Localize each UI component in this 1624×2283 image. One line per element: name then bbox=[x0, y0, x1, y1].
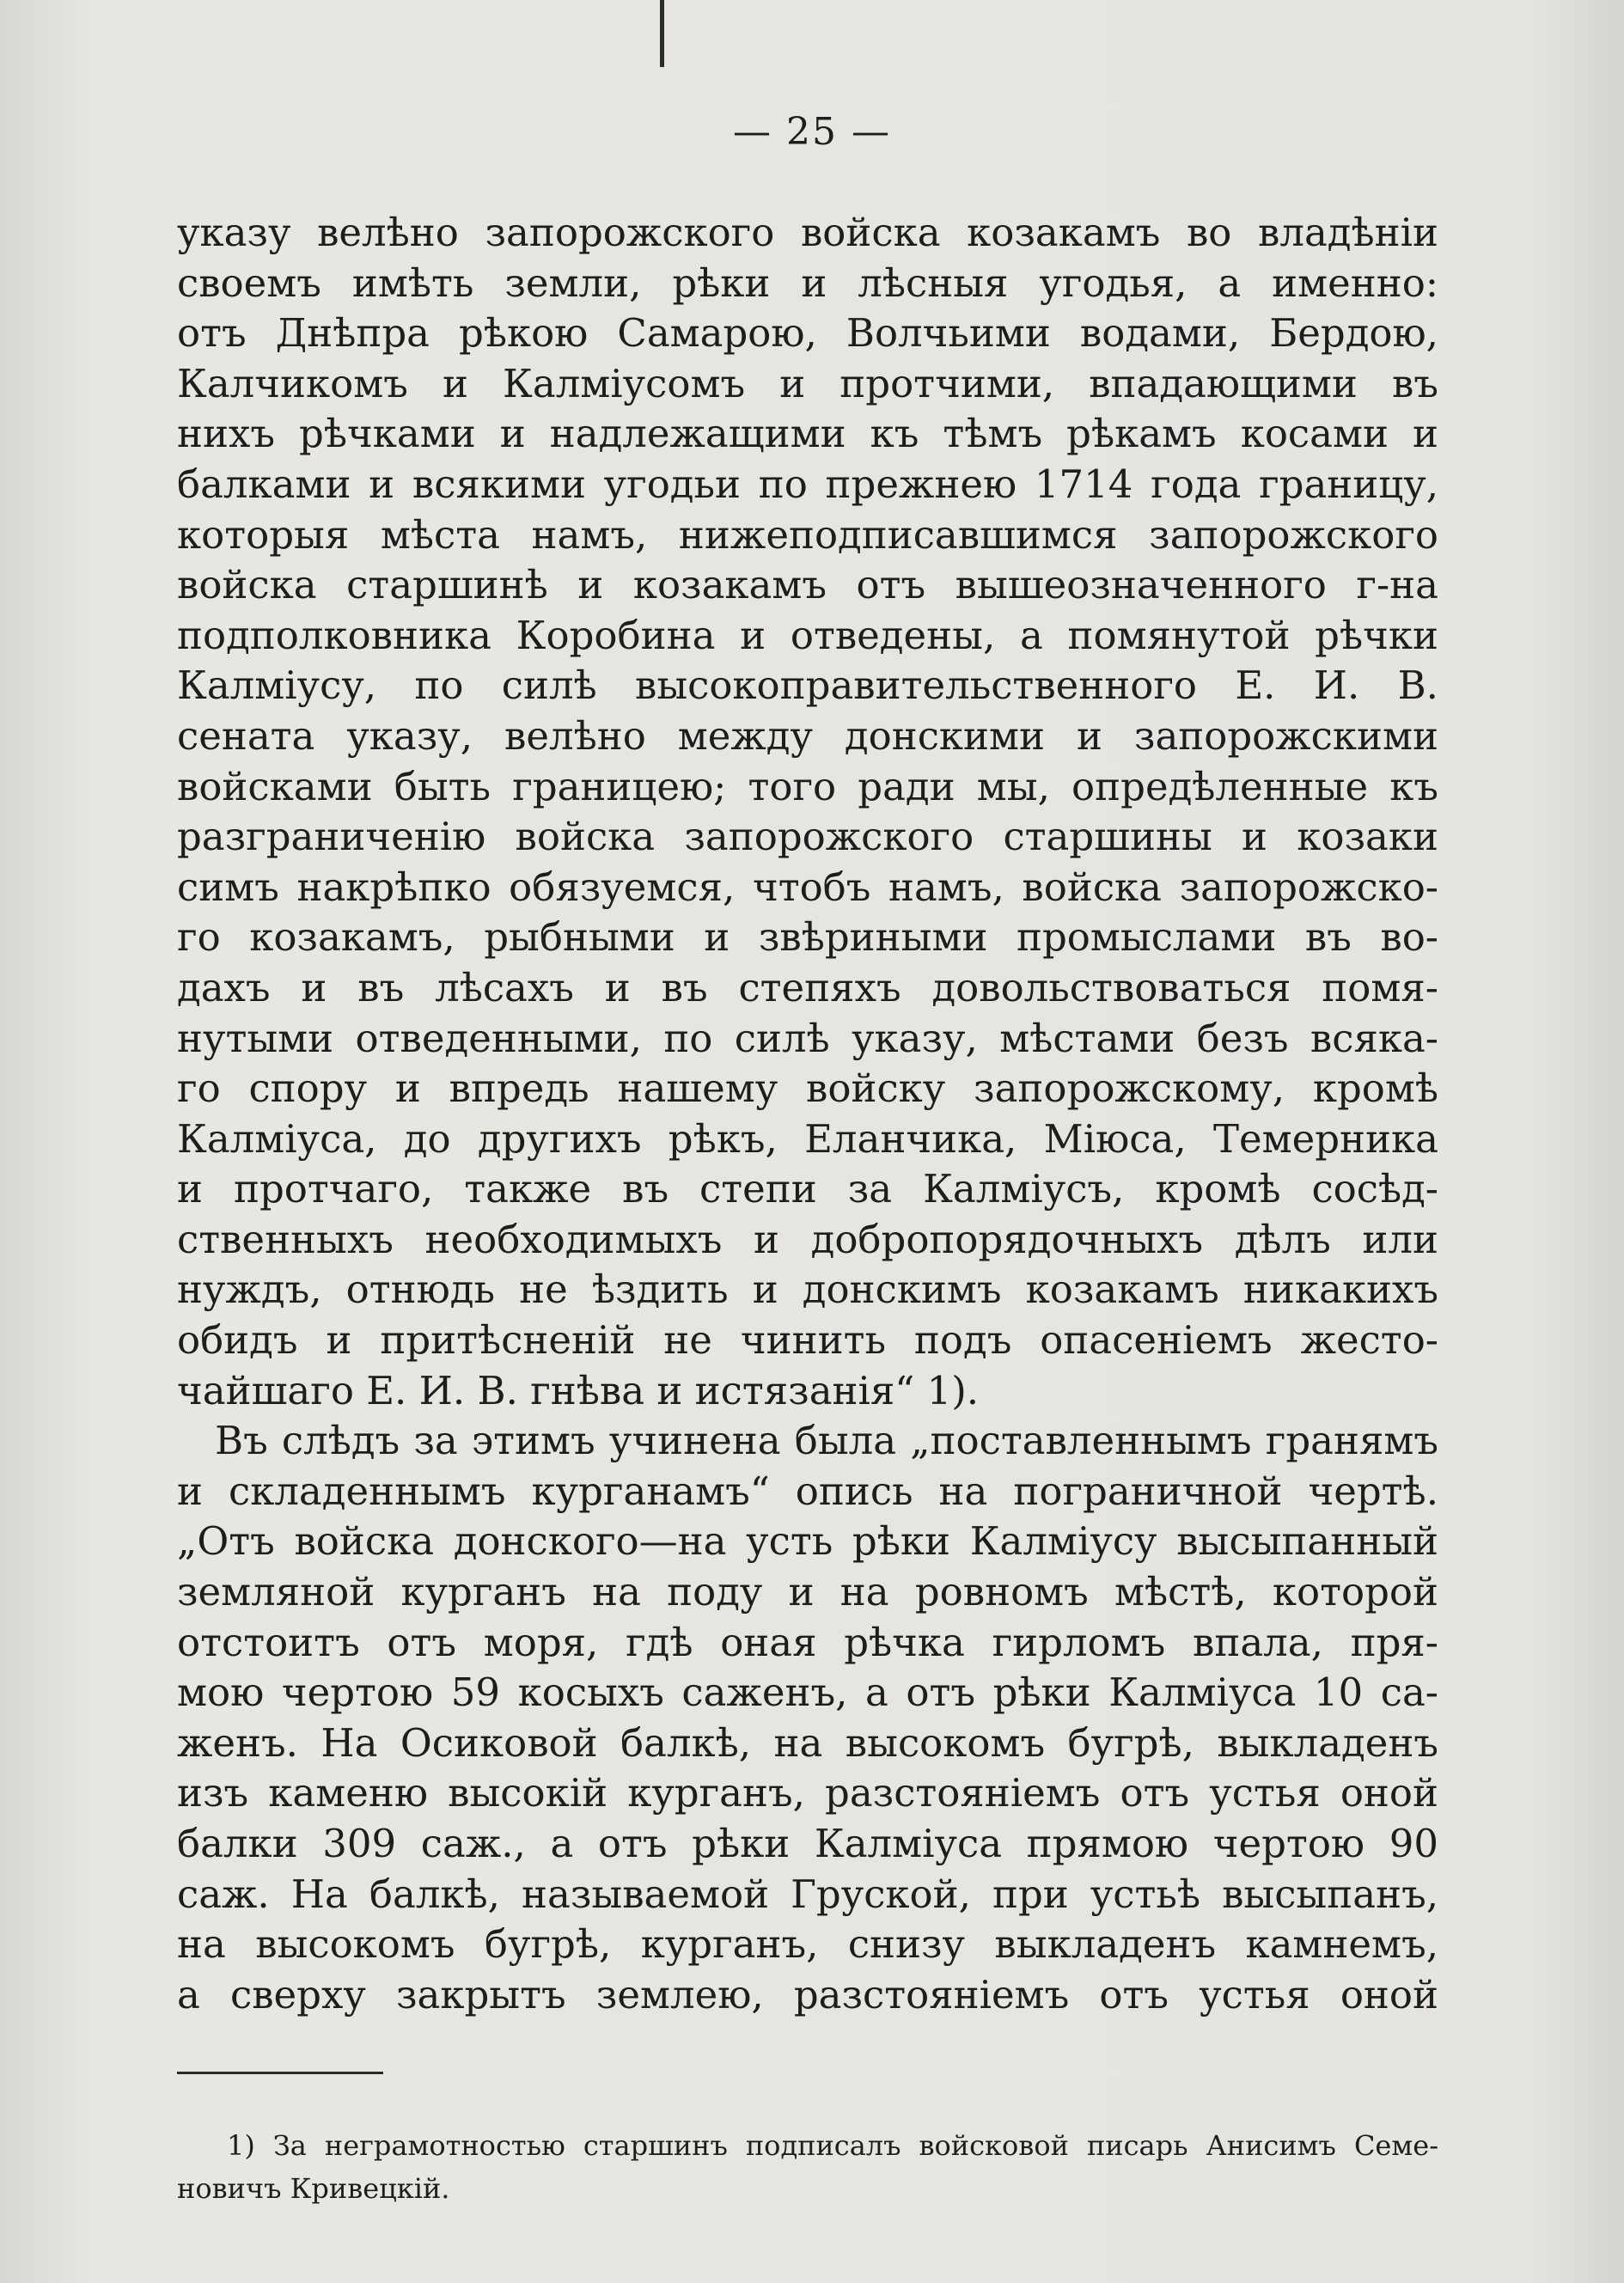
footnote-line: 1) За неграмотностью старшинъ подписалъ войсковой писарь Анисимъ Семе- bbox=[227, 2129, 1438, 2162]
text-line: симъ накрѣпко обязуемся, чтобъ намъ, войска запорожско- bbox=[177, 864, 1438, 910]
page-number: — 25 — bbox=[733, 110, 891, 154]
text-line: чайшаго Е. И. В. гнѣва и истязанія“ 1). bbox=[177, 1367, 980, 1413]
text-line: балками и всякими угодьи по прежнею 1714 года границу, bbox=[177, 461, 1438, 507]
text-line: своемъ имѣть земли, рѣки и лѣсныя угодья, а именно: bbox=[177, 259, 1438, 306]
text-line: указу велѣно запорожского войска козакамъ во владѣніи bbox=[177, 210, 1438, 255]
text-line: подполковника Коробина и отведены, а помянутой рѣчки bbox=[177, 612, 1438, 658]
text-line: изъ каменю высокій курганъ, разстояніемъ отъ устья оной bbox=[177, 1770, 1438, 1816]
text-line: и протчаго, также въ степи за Калміусъ, кромѣ сосѣд- bbox=[177, 1166, 1438, 1212]
text-line: обидъ и притѣсненій не чинить подъ опасеніемъ жесто- bbox=[177, 1317, 1438, 1364]
text-line: дахъ и въ лѣсахъ и въ степяхъ довольствоваться помя- bbox=[177, 964, 1438, 1010]
text-line: нихъ рѣчками и надлежащими къ тѣмъ рѣкамъ косами и bbox=[177, 411, 1438, 457]
text-line: нутыми отведенными, по силѣ указу, мѣстами безъ всяка- bbox=[177, 1015, 1438, 1061]
text-line: Калміуса, до другихъ рѣкъ, Еланчика, Міюса, Темерника bbox=[177, 1115, 1438, 1162]
text-line: войска старшинѣ и козакамъ отъ вышеозначенного г-на bbox=[177, 562, 1438, 608]
text-line: нуждъ, отнюдь не ѣздить и донскимъ козакамъ никакихъ bbox=[177, 1267, 1438, 1313]
footnote-line: новичъ Кривецкій. bbox=[177, 2172, 450, 2205]
text-line: Калміусу, по силѣ высокоправительственного Е. И. В. bbox=[177, 662, 1438, 709]
text-line: мою чертою 59 косыхъ саженъ, а отъ рѣки Калміуса 10 са- bbox=[177, 1670, 1438, 1716]
text-line: разграниченію войска запорожского старшины и козаки bbox=[177, 814, 1438, 860]
text-line: отстоитъ отъ моря, гдѣ оная рѣчка гирломъ впала, пря- bbox=[177, 1619, 1438, 1665]
text-line: которыя мѣста намъ, нижеподписавшимся запорожского bbox=[177, 511, 1438, 558]
text-line: войсками быть границею; того ради мы, опредѣленные къ bbox=[177, 763, 1438, 809]
text-line: и складеннымъ курганамъ“ опись на пограничной чертѣ. bbox=[177, 1468, 1438, 1514]
text-line: сената указу, велѣно между донскими и запорожскими bbox=[177, 712, 1438, 759]
binding-mark bbox=[660, 0, 664, 67]
body-text bbox=[177, 208, 1438, 2020]
text-line: женъ. На Осиковой балкѣ, на высокомъ бугрѣ, выкладенъ bbox=[177, 1719, 1438, 1766]
text-line: го козакамъ, рыбными и звѣриными промыслами въ во- bbox=[177, 914, 1438, 961]
text-line: земляной курганъ на поду и на ровномъ мѣстѣ, которой bbox=[177, 1569, 1438, 1615]
footnote bbox=[177, 2124, 1438, 2210]
text-line: а сверху закрытъ землею, разстояніемъ отъ устья оной bbox=[177, 1971, 1438, 2017]
text-line: отъ Днѣпра рѣкою Самарою, Волчьими водами, Бердою, bbox=[177, 310, 1438, 357]
text-line: на высокомъ бугрѣ, курганъ, снизу выкладенъ камнемъ, bbox=[177, 1921, 1438, 1968]
text-line: Калчикомъ и Калміусомъ и протчими, впадающими въ bbox=[177, 360, 1438, 406]
footnote-divider bbox=[177, 2072, 383, 2074]
paragraph-start-line: Въ слѣдъ за этимъ учинена была „поставленнымъ гранямъ bbox=[215, 1418, 1438, 1464]
text-line: „Отъ войска донского—на усть рѣки Калміусу высыпанный bbox=[177, 1518, 1438, 1565]
text-line: ственныхъ необходимыхъ и добропорядочныхъ дѣлъ или bbox=[177, 1216, 1438, 1262]
text-line: саж. На балкѣ, называемой Груской, при устьѣ высыпанъ, bbox=[177, 1871, 1438, 1917]
text-line: го спору и впредь нашему войску запорожскому, кромѣ bbox=[177, 1065, 1438, 1112]
text-line: балки 309 саж., а отъ рѣки Калміуса прямою чертою 90 bbox=[177, 1821, 1438, 1866]
